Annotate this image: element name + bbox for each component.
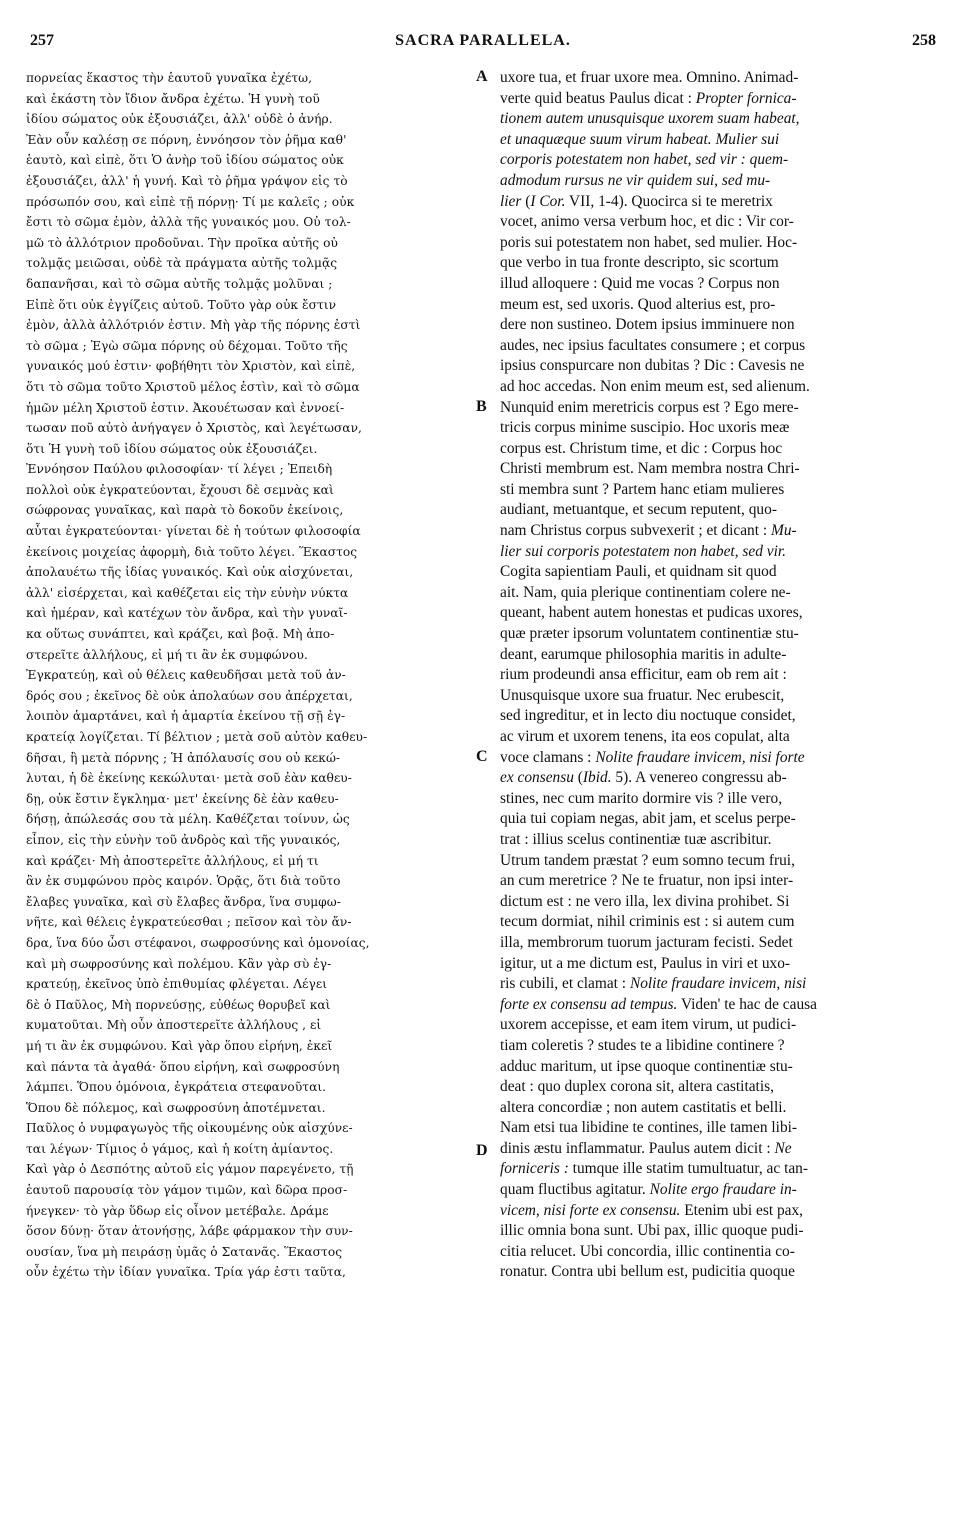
latin-text-line: ipsius conspurcare non dubitas ? Dic : Cavesis ne bbox=[500, 357, 805, 375]
greek-text-line: ἀλλ' εἰσέρχεται, καὶ καθέζεται εἰς τὴν εὐνὴν νύκτα bbox=[26, 585, 349, 600]
latin-text-line: adduc maritum, ut ipse quoque continentiæ stu- bbox=[500, 1057, 793, 1075]
running-title: SACRA PARALLELA. bbox=[395, 32, 571, 49]
latin-text-line: lier (I Cor. VII, 1-4). Quocirca si te meretrix bbox=[500, 192, 773, 210]
latin-text-line: que verbo in tua fronte descripto, sic scortum bbox=[500, 254, 779, 272]
latin-text-line: deant, earumque philosophia maritis in adulte- bbox=[500, 645, 787, 663]
greek-text-line: δὲ ὁ Παῦλος, Μὴ πορνεύσῃς, εὐθέως θορυβεῖ καὶ bbox=[26, 997, 331, 1012]
greek-text-line: τολμᾷς μειῶσαι, οὐδὲ τὰ πράγματα αὐτῆς τολμᾷς bbox=[26, 256, 338, 271]
latin-text-line: rium prodeundi ansa efficitur, eam ob rem ait : bbox=[500, 666, 787, 684]
latin-text-line: Nunquid enim meretricis corpus est ? Ego mere- bbox=[500, 398, 799, 416]
latin-text-line: Nam etsi tua libidine te contines, ille tamen libi- bbox=[500, 1119, 798, 1137]
greek-text-line: σώφρονας γυναῖκας, καὶ παρὰ τὸ δοκοῦν ἐκείνοις, bbox=[26, 503, 344, 518]
greek-text-line: ὅσον δύνῃ· ὅταν ἀτονήσῃς, λάβε φάρμακον τὴν συν- bbox=[26, 1224, 353, 1239]
greek-text-line: ἑαυτοῦ παρουσίᾳ τὸν γάμον τιμῶν, καὶ δῶρα προσ- bbox=[26, 1183, 348, 1198]
greek-text-line: εἶπον, εἰς τὴν εὐνὴν τοῦ ἀνδρὸς καὶ τῆς γυναικός, bbox=[26, 832, 341, 847]
greek-text-line: λυται, ἡ δὲ ἐκείνης κεκώλυται· μετὰ σοῦ ἐὰν καθευ- bbox=[26, 771, 352, 786]
page-header bbox=[30, 32, 936, 58]
latin-text-line: voce clamans : Nolite fraudare invicem, nisi forte bbox=[500, 748, 805, 766]
greek-text-line: ἀπολαυέτω τῆς ἰδίας γυναικός. Καὶ οὐκ αἰσχύνεται, bbox=[26, 565, 354, 580]
greek-text-line: Ὅπου δὲ πόλεμος, καὶ σωφροσύνη ἀποτέμνεται. bbox=[26, 1100, 326, 1115]
greek-text-line: τωσαν ποῦ αὐτὸ ἀνήγαγεν ὁ Χριστὸς, καὶ λεγέτωσαν, bbox=[26, 421, 362, 436]
greek-text-line: ἐμὸν, ἀλλὰ ἀλλότριόν ἐστιν. Μὴ γὰρ τῆς πόρνης ἐστὶ bbox=[26, 318, 361, 333]
latin-text-line: illud alloquere : Quid me vocas ? Corpus non bbox=[500, 274, 780, 292]
latin-text-line: poris sui potestatem non habet, sed mulier. Hoc- bbox=[500, 233, 798, 251]
latin-text-line: tricis corpus minime suscipio. Hoc uxoris meæ bbox=[500, 419, 790, 437]
latin-text-line: citia relucet. Ubi concordia, illic continentia co- bbox=[500, 1242, 795, 1260]
greek-text-line: μή τι ἂν ἐκ συμφώνου. Καὶ γὰρ ὅπου εἰρήνη, ἐκεῖ bbox=[26, 1038, 333, 1053]
greek-text-line: Ἐννόησον Παύλου φιλοσοφίαν· τί λέγει ; Ἐπειδὴ bbox=[26, 462, 333, 477]
section-marker-a: A bbox=[476, 68, 488, 85]
greek-text-line: στερεῖτε ἀλλήλους, εἰ μή τι ἂν ἐκ συμφώνου. bbox=[26, 647, 308, 662]
latin-text-line: illic omnia bona sunt. Ubi pax, illic quoque pudi- bbox=[500, 1222, 804, 1240]
greek-text-line: πορνείας ἕκαστος τὴν ἑαυτοῦ γυναῖκα ἐχέτω, bbox=[26, 71, 313, 85]
latin-text-line: tiam coleretis ? studes te a libidine continere ? bbox=[500, 1036, 785, 1054]
greek-text-line: ὅτι Ἡ γυνὴ τοῦ ἰδίου σώματος οὐκ ἐξουσιάζει. bbox=[26, 441, 318, 456]
greek-text-line: ἔστι τὸ σῶμα ἐμὸν, ἀλλὰ τῆς γυναικός μου. Οὐ τολ- bbox=[26, 215, 351, 230]
latin-text-line: deat : quo duplex corona sit, altera castitatis, bbox=[500, 1078, 774, 1096]
latin-text-line: ronatur. Contra ubi bellum est, pudicitia quoque bbox=[500, 1263, 795, 1281]
page-number-left: 257 bbox=[30, 32, 54, 49]
latin-text-line: ac virum et uxorem tenens, ita eos copulat, alta bbox=[500, 728, 790, 745]
latin-text-line: dinis æstu inflammatur. Paulus autem dicit : Ne bbox=[500, 1139, 792, 1157]
latin-text-line: et unaquæque suum virum habeat. Mulier sui bbox=[500, 130, 780, 148]
greek-text-line: ὅτι τὸ σῶμα τοῦτο Χριστοῦ μέλος ἐστὶν, καὶ τὸ σῶμα bbox=[26, 379, 360, 394]
greek-text-line: καὶ μὴ σωφροσύνης καὶ πολέμου. Κἂν γὰρ σὺ ἐγ- bbox=[26, 956, 332, 971]
greek-text-line: Καὶ γὰρ ὁ Δεσπότης αὐτοῦ εἰς γάμον παρεγένετο, τῇ bbox=[26, 1162, 354, 1177]
latin-text-line: sti membra sunt ? Partem hanc etiam mulieres bbox=[500, 480, 785, 498]
latin-text-line: admodum rursus ne vir quidem sui, sed mu- bbox=[500, 171, 771, 189]
latin-text-line: corpus est. Christum time, et dic : Corpus hoc bbox=[500, 439, 783, 457]
latin-text-line: tionem autem unusquisque uxorem suam habeat, bbox=[500, 110, 800, 128]
greek-text-line: ήνεγκεν· τὸ γὰρ ὕδωρ εἰς οἶνον μετέβαλε. Δράμε bbox=[26, 1203, 329, 1218]
page-number-right: 258 bbox=[912, 32, 936, 49]
greek-text-line: ἂν ἐκ συμφώνου πρὸς καιρόν. Ὁρᾷς, ὅτι διὰ τοῦτο bbox=[26, 874, 341, 889]
greek-text-line: δρα, ἵνα δύο ὦσι στέφανοι, σωφροσύνης καὶ ὁμονοίας, bbox=[26, 935, 370, 950]
latin-text-line: illa, membrorum tuorum jacturam fecisti. Sedet bbox=[500, 933, 793, 951]
latin-text-line: forniceris : tumque ille statim tumultuatur, ac tan- bbox=[500, 1160, 808, 1178]
latin-text-line: lier sui corporis potestatem non habet, sed vir. bbox=[500, 542, 786, 560]
latin-text-line: quæ præter ipsorum voluntatem continentiæ stu- bbox=[500, 625, 799, 643]
latin-text-line: ex consensu (Ibid. 5). A venereo congressu ab- bbox=[500, 769, 787, 787]
latin-text-line: forte ex consensu ad tempus. Viden' te hac de causa bbox=[500, 995, 817, 1013]
greek-text-line: πολλοὶ οὐκ ἐγκρατεύονται, ἔχουσι δὲ σεμνὰς καὶ bbox=[26, 482, 334, 497]
greek-text-line: δῆσαι, ἢ μετὰ πόρνης ; Ἡ ἀπόλαυσίς σου οὐ κεκώ- bbox=[26, 750, 341, 765]
latin-text-line: audes, nec ipsius facultates consumere ; et corpus bbox=[500, 336, 806, 354]
latin-text-line: Unusquisque uxore sua fruatur. Nec erubescit, bbox=[500, 686, 785, 704]
latin-text-line: ait. Nam, quia plerique continentiam colere ne- bbox=[500, 583, 791, 601]
latin-text-line: dictum est : ne vero illa, lex divina prohibet. Si bbox=[500, 892, 790, 910]
latin-text-line: vocet, animo versa verbum hoc, et dic : Vir cor- bbox=[500, 213, 794, 231]
latin-text-line: uxorem accepisse, et eam item virum, ut pudici- bbox=[500, 1016, 797, 1034]
latin-text-line: audiant, metuantque, et secum reputent, quo- bbox=[500, 501, 777, 519]
greek-text-line: ἡμῶν μέλη Χριστοῦ ἐστιν. Ἀκουέτωσαν καὶ ἐννοεί- bbox=[26, 400, 345, 415]
greek-text-line: καὶ κράζει· Μὴ ἀποστερεῖτε ἀλλήλους, εἰ μή τι bbox=[26, 853, 319, 868]
greek-text-line: κρατεύῃ, ἐκεῖνος ὑπὸ ἐπιθυμίας φλέγεται. Λέγει bbox=[26, 977, 328, 992]
latin-text-line: ad hoc accedas. Non enim meum est, sed alienum. bbox=[500, 377, 810, 395]
section-marker-c: C bbox=[476, 748, 488, 765]
greek-text-line: κα οὕτως συνάπτει, καὶ κράζει, καὶ βοᾷ. Μὴ ἀπο- bbox=[26, 627, 335, 642]
greek-text-line: Ἐὰν οὖν καλέσῃ σε πόρνη, ἐννόησον τὸν ῥῆμα καθ' bbox=[26, 132, 347, 147]
latin-text-line: altera concordiæ ; non autem castitatis et belli. bbox=[500, 1098, 787, 1116]
latin-text-line: queant, habent autem honestas et pudicas uxores, bbox=[500, 604, 803, 622]
greek-text-line: ἔλαβες γυναῖκα, καὶ σὺ ἔλαβες ἄνδρα, ἵνα συμφω- bbox=[26, 894, 341, 909]
latin-text-line: ris cubili, et clamat : Nolite fraudare invicem, nisi bbox=[500, 975, 807, 993]
latin-text-line: quam fluctibus agitatur. Nolite ergo fraudare in- bbox=[500, 1181, 797, 1199]
greek-text-line: ἐξουσιάζει, ἀλλ' ἡ γυνή. Καὶ τὸ ῥῆμα γράψον εἰς τὸ bbox=[26, 173, 348, 188]
latin-text-line: sed ingreditur, et in lecto diu noctuque considet, bbox=[500, 707, 796, 725]
latin-text-line: tecum dormiat, nihil criminis est : si autem cum bbox=[500, 913, 795, 931]
latin-text-line: an cum meretrice ? Ne te fruatur, non ipsi inter- bbox=[500, 872, 794, 890]
latin-text-line: igitur, ut a me dictum est, Paulus in viri et uxo- bbox=[500, 954, 791, 972]
latin-column bbox=[500, 68, 937, 1283]
greek-text-line: καὶ πάντα τὰ ἀγαθά· ὅπου εἰρήνη, καὶ σωφροσύνη bbox=[26, 1059, 340, 1074]
greek-text-line: κρατείᾳ λογίζεται. Τί βέλτιον ; μετὰ σοῦ αὐτὸν καθευ- bbox=[26, 730, 368, 744]
greek-text-line: Ἐγκρατεύῃ, καὶ οὐ θέλεις καθευδῆσαι μετὰ τοῦ ἀν- bbox=[26, 668, 346, 683]
greek-text-line: τὸ σῶμα ; Ἐγὼ σῶμα πόρνης οὐ δέχομαι. Τοῦτο τῆς bbox=[26, 338, 348, 353]
greek-text-line: καὶ ἡμέραν, καὶ κατέχων τὸν ἄνδρα, καὶ τὴν γυναῖ- bbox=[26, 606, 348, 621]
greek-column bbox=[26, 68, 471, 1283]
section-marker-b: B bbox=[476, 398, 487, 415]
latin-text-line: corporis potestatem non habet, sed vir : quem- bbox=[500, 151, 789, 169]
latin-text-line: Cogita sapientiam Pauli, et quidnam sit quod bbox=[500, 563, 777, 581]
latin-text-line: uxore tua, et fruar uxore mea. Omnino. Animad- bbox=[500, 69, 799, 86]
latin-text-line: nam Christus corpus subvexerit ; et dicant : Mu- bbox=[500, 522, 797, 540]
greek-text-line: μῶ τὸ ἀλλότριον προδοῦναι. Τὴν προῖκα αὐτῆς οὐ bbox=[26, 235, 338, 250]
greek-text-line: ἑαυτὸ, καὶ εἰπὲ, ὅτι Ὁ ἀνὴρ τοῦ ἰδίου σώματος οὐκ bbox=[26, 153, 344, 168]
greek-text-line: κυματοῦται. Μὴ οὖν ἀποστερεῖτε ἀλλήλους , εἰ bbox=[26, 1018, 322, 1033]
latin-text-line: Christi membrum est. Nam membra nostra Chri- bbox=[500, 460, 800, 478]
section-marker-d: D bbox=[476, 1142, 488, 1159]
greek-text-line: καὶ ἑκάστη τὸν ἴδιον ἄνδρα ἐχέτω. Ἡ γυνὴ τοῦ bbox=[26, 91, 320, 106]
greek-text-line: λάμπει. Ὅπου ὁμόνοια, ἐγκράτεια στεφανοῦται. bbox=[26, 1080, 327, 1095]
greek-text-line: δαπανῆσαι, καὶ τὸ σῶμα αὐτῆς τολμᾷς μολῦναι ; bbox=[26, 276, 333, 291]
greek-text-line: δρός σου ; ἐκεῖνος δὲ οὐκ ἀπολαύων σου ἀπέρχεται, bbox=[26, 688, 353, 703]
latin-text-line: dere non sustineo. Dotem ipsius imminuere non bbox=[500, 316, 795, 334]
greek-text-line: δήσῃ, ἀπώλεσάς σου τὰ μέλη. Καθέζεται τοίνυν, ὡς bbox=[26, 812, 350, 827]
greek-text-line: νῆτε, καὶ θέλεις ἐγκρατεύεσθαι ; πεῖσον καὶ τὸν ἄν- bbox=[26, 915, 352, 930]
greek-text-line: Εἰπὲ ὅτι οὐκ ἐγγίζεις αὐτοῦ. Τοῦτο γὰρ οὐκ ἔστιν bbox=[26, 297, 337, 312]
latin-text-line: trat : illius scelus continentiæ tuæ ascribitur. bbox=[500, 830, 772, 848]
latin-text-line: verte quid beatus Paulus dicat : Propter fornica- bbox=[500, 89, 797, 107]
greek-text-line: πρόσωπόν σου, καὶ εἰπὲ τῇ πόρνῃ· Τί με καλεῖς ; οὐκ bbox=[26, 194, 355, 209]
greek-text-line: ἐκείνοις μοιχείας ἀφορμὴ, διὰ τοῦτο λέγει. Ἕκαστος bbox=[26, 544, 358, 559]
greek-text-line: δῃ, οὐκ ἔστιν ἔγκλημα· μετ' ἐκείνης δὲ ἐὰν καθευ- bbox=[26, 791, 339, 806]
latin-text-line: meum est, sed uxoris. Quod alterius est, pro- bbox=[500, 295, 776, 313]
greek-text-line: ουσίαν, ἵνα μὴ πειράσῃ ὑμᾶς ὁ Σατανᾶς. Ἕκαστος bbox=[26, 1244, 343, 1259]
latin-text-line: vicem, nisi forte ex consensu. Etenim ubi est pax, bbox=[500, 1201, 804, 1219]
greek-text-line: λοιπὸν ἁμαρτάνει, καὶ ἡ ἁμαρτία ἐκείνου τῇ σῇ ἐγ- bbox=[26, 709, 346, 724]
latin-text-line: Utrum tandem præstat ? eum somno tecum frui, bbox=[500, 851, 795, 869]
latin-text-line: stines, nec cum marito dormire vis ? ille vero, bbox=[500, 789, 783, 807]
greek-text-line: αὗται ἐγκρατεύονται· γίνεται δὲ ἡ τούτων φιλοσοφία bbox=[26, 524, 361, 539]
greek-text-line: ἰδίου σώματος οὐκ ἐξουσιάζει, ἀλλ' οὐδὲ ὁ ἀνήρ. bbox=[26, 112, 333, 127]
greek-text-line: οὖν ἐχέτω τὴν ἰδίαν γυναῖκα. Τρία γάρ ἐστι ταῦτα, bbox=[26, 1265, 346, 1280]
latin-text-line: quia tui copiam negas, abit jam, et scelus perpe- bbox=[500, 810, 796, 828]
greek-text-line: γυναικός μού ἐστιν· φοβήθητι τὸν Χριστὸν, καὶ εἰπὲ, bbox=[26, 359, 356, 374]
greek-text-line: ται λέγων· Τίμιος ὁ γάμος, καὶ ἡ κοίτη ἀμίαντος. bbox=[26, 1141, 334, 1156]
greek-text-line: Παῦλος ὁ νυμφαγωγὸς τῆς οἰκουμένης οὐκ αἰσχύνε- bbox=[26, 1121, 353, 1136]
